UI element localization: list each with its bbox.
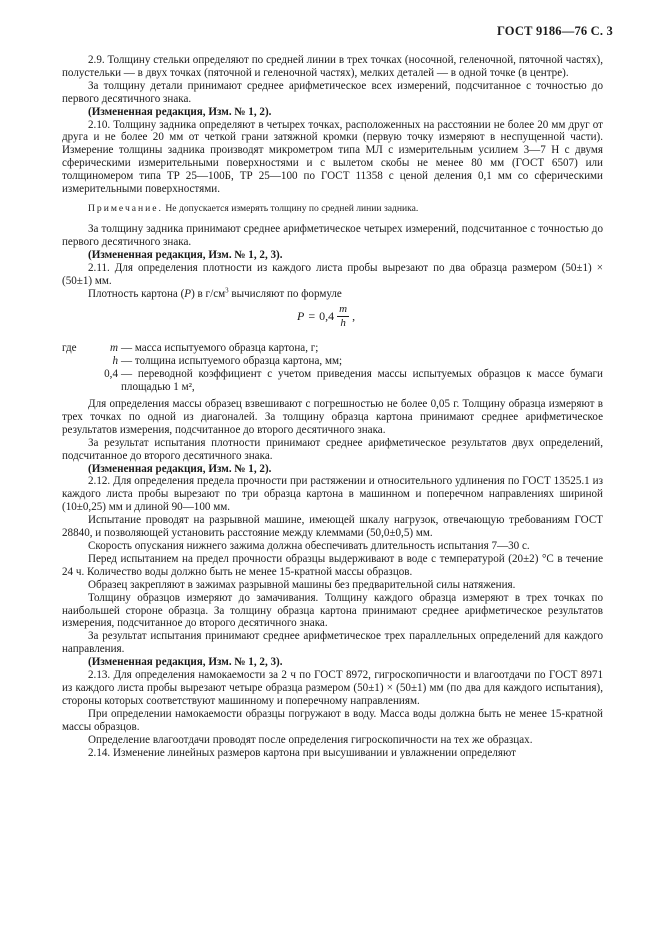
note-label: Примечание. — [88, 202, 163, 214]
formula-lhs: P — [297, 309, 305, 324]
paragraph-2-13: 2.13. Для определения намокаемости за 2 ч по ГОСТ 8972, гигроскопичности и влагоотдачи по ГОСТ 8971 из каждого листа пробы вырезают четыре образца размером (50±1) × (50±1) мм (по два для каждого испытания), стороны которых соответствуют машинному и поперечному направлениям. — [62, 669, 603, 707]
note — [62, 203, 603, 215]
paragraph-2-12: 2.12. Для определения предела прочности при растяжении и относительного удлинения по ГОСТ 13525.1 из каждого листа пробы вырезают по три образца картона в машинном и поперечном направлениях шириной (10±0,25) мм и длиной 90—100 мм. — [62, 475, 603, 514]
amendment-note: (Измененная редакция, Изм. № 1, 2, 3). — [88, 656, 283, 669]
density-formula — [62, 300, 603, 340]
formula-equals: = — [308, 309, 316, 324]
paragraph: Определение влагоотдачи проводят после определения гигроскопичности на тех же образцах. — [88, 733, 533, 746]
page-header: ГОСТ 9186—76 С. 3 — [496, 24, 613, 38]
legend-row: где m — масса испытуемого образца картона, г; — [62, 342, 319, 355]
paragraph: Перед испытанием на предел прочности образцы выдерживают в воде с температурой (20±2) °С в течение 24 ч. Количество воды должно быть не менее 15-кратной массы образцов. — [62, 552, 603, 578]
paragraph: За толщину задника принимают среднее арифметическое четырех измерений, подсчитанное с точностью до первого десятичного знака. — [62, 222, 603, 248]
formula-numerator: m — [339, 303, 348, 316]
formula-legend — [62, 342, 603, 394]
paragraph: Толщину образцов измеряют до замачивания. Толщину каждого образца измеряют в трех точках по наибольшей стороне образца. За толщину образца картона принимают среднее арифметическое результатов измерения, подсчитанное до второго десятичного знака. — [62, 591, 603, 630]
paragraph: При определении намокаемости образцы погружают в воду. Масса воды должна быть не менее 15-кратной массы образцов. — [62, 707, 603, 733]
formula-tail: , — [352, 309, 356, 324]
paragraph: За результат испытания принимают среднее арифметическое трех параллельных определений для каждого направления. — [62, 630, 603, 656]
amendment-note: (Измененная редакция, Изм. № 1, 2). — [88, 105, 272, 118]
amendment-note: (Измененная редакция, Изм. № 1, 2, 3). — [88, 248, 283, 261]
paragraph-2-11: 2.11. Для определения плотности из каждого листа пробы вырезают по два образца размером (50±1) × (50±1) мм. — [62, 261, 603, 287]
paragraph: Образец закрепляют в зажимах разрывной машины без предварительной силы натяжения. — [88, 578, 516, 591]
page-content — [62, 54, 603, 759]
formula-fraction — [337, 304, 349, 329]
note-text: Не допускается измерять толщину по средней линии задника. — [165, 202, 419, 214]
paragraph: Для определения массы образец взвешивают с погрешностью не более 0,05 г. Толщину образца измеряют в трех точках по одной из диагоналей. За толщину образца картона принимают среднее арифметическое результатов измерения, подсчитанное до второго десятичного знака. — [62, 398, 603, 436]
formula-denominator: h — [340, 317, 346, 330]
paragraph-2-9: 2.9. Толщину стельки определяют по средней линии в трех точках (носочной, геленочной, пяточной частях), полустельки — в двух точках (пяточной и геленочной частях), мелких деталей — в одной точке (в центре). — [62, 54, 603, 79]
paragraph: Испытание проводят на разрывной машине, имеющей шкалу нагрузок, отвечающую требованиям ГОСТ 28840, и позволяющей установить расстояние между клеммами (50,0±0,5) мм. — [62, 514, 603, 540]
formula-coefficient: 0,4 — [319, 309, 335, 324]
paragraph: За толщину детали принимают среднее арифметическое всех измерений, подсчитанное с точностью до первого десятичного знака. — [62, 79, 603, 105]
density-intro: Плотность картона (P) в $г/см^3$ вычисляют по формуле — [88, 285, 342, 300]
legend-row: h — толщина испытуемого образца картона, мм; — [112, 355, 343, 368]
legend-row: 0,4 — переводной коэффициент с учетом приведения массы испытуемых образцов к массе бумаги площадью 1 м², — [104, 368, 603, 394]
amendment-note: (Измененная редакция, Изм. № 1, 2). — [88, 462, 272, 475]
paragraph: Скорость опускания нижнего зажима должна обеспечивать длительность испытания 7—30 с. — [88, 540, 530, 552]
paragraph-2-10: 2.10. Толщину задника определяют в четырех точках, расположенных на расстоянии не более 20 мм друг от друга и не более 20 мм от четкой грани затяжной кромки (первую точку измеряют в неспущенной части). Измерение толщины задника производят микрометром типа МЛ с измерительным усилием 3—7 Н с двумя сферическими измерительными поверхностями и с вылетом скобы не менее 80 мм (ГОСТ 6507) или толщиномером типа ТР 25—100Б, ТР 25—100 по ГОСТ 11358 с ценой деления 0,1 мм со сферическими измерительными поверхностями. — [62, 118, 603, 196]
paragraph-2-14: 2.14. Изменение линейных размеров картона при высушивании и увлажнении определяют — [88, 746, 516, 759]
paragraph: За результат испытания плотности принимают среднее арифметическое результатов двух определений, подсчитанное до второго десятичного знака. — [62, 436, 603, 462]
